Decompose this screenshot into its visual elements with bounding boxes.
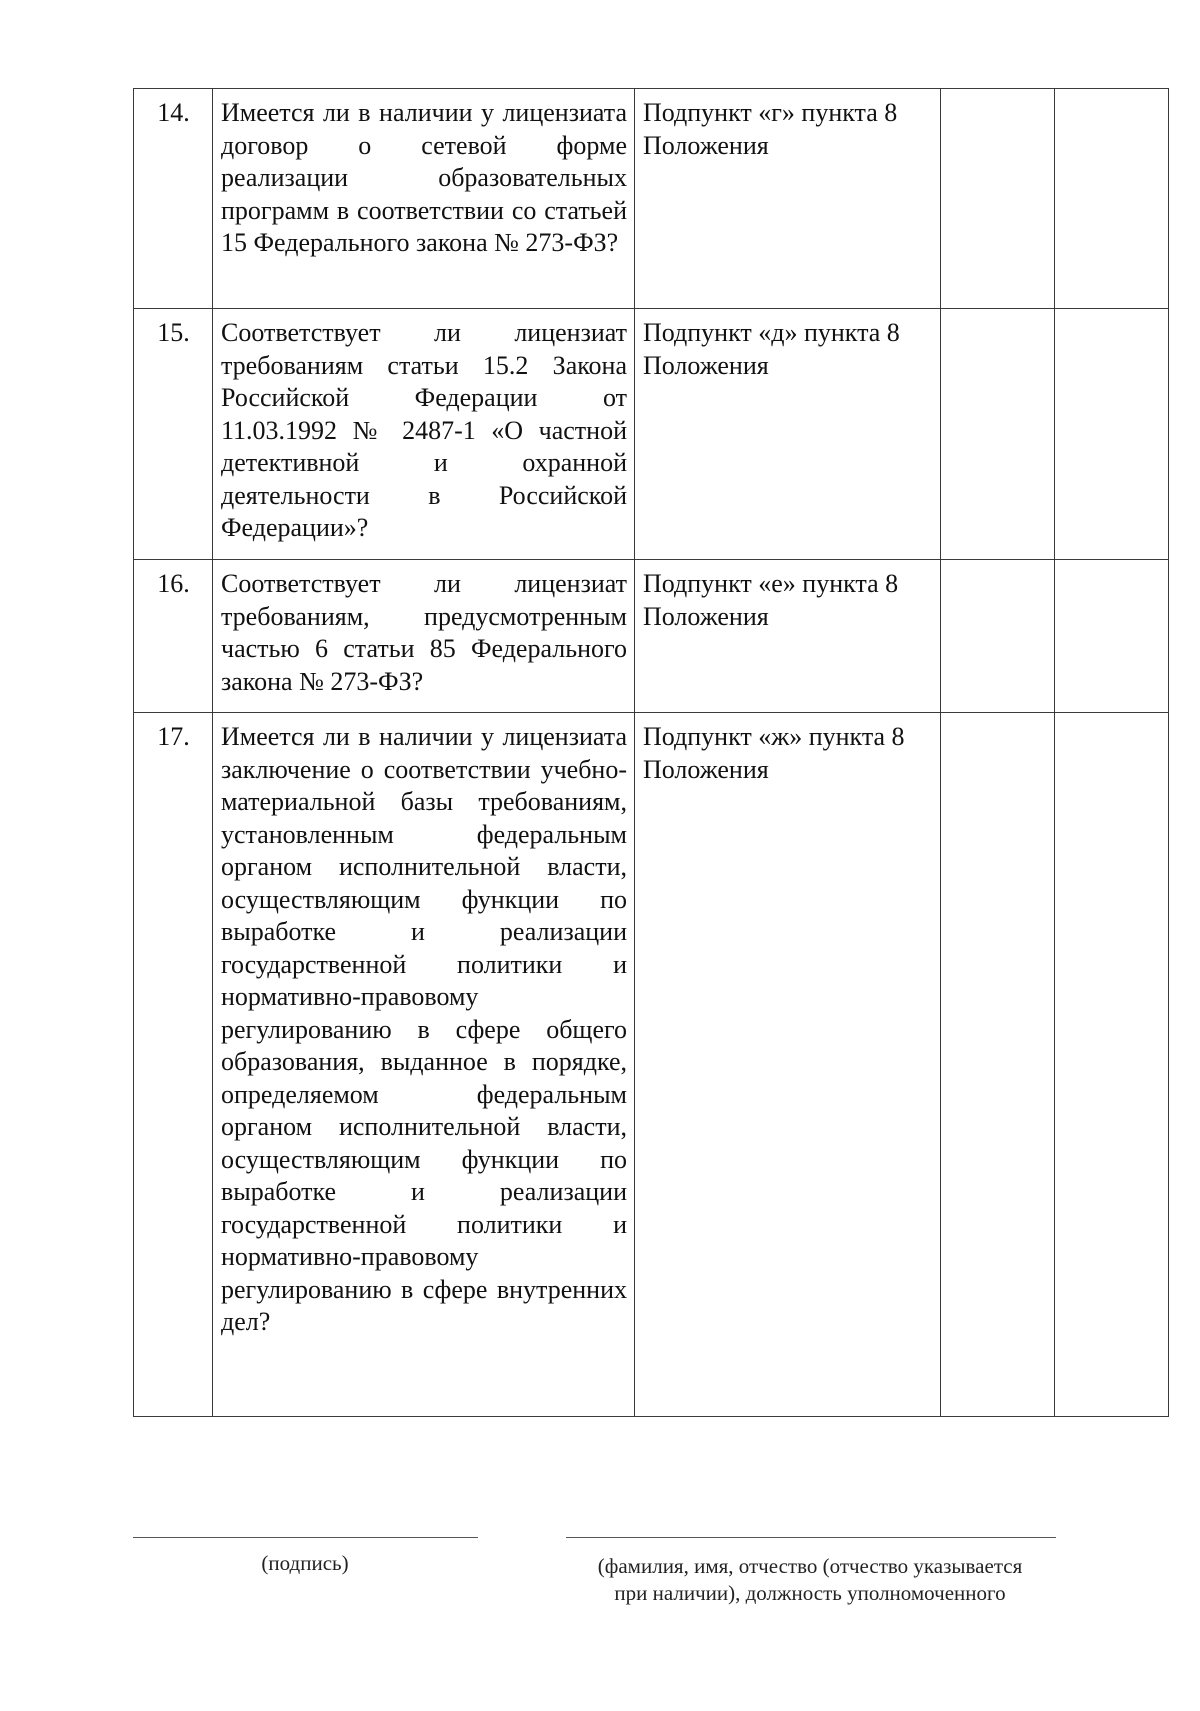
row-number: 15. <box>134 309 213 560</box>
signature-line <box>133 1537 478 1538</box>
row-answer-yes <box>941 89 1055 309</box>
row-reference: Подпункт «г» пункта 8 Положения <box>635 89 941 309</box>
row-number: 16. <box>134 560 213 713</box>
name-caption-line1: (фамилия, имя, отчество (отчество указывается <box>597 1554 1023 1578</box>
table-row <box>134 713 1169 1417</box>
table-row <box>134 309 1169 560</box>
row-reference: Подпункт «е» пункта 8 Положения <box>635 560 941 713</box>
table-row <box>134 560 1169 713</box>
row-answer-yes <box>941 560 1055 713</box>
name-line <box>566 1537 1056 1538</box>
row-number: 14. <box>134 89 213 309</box>
row-number: 17. <box>134 713 213 1417</box>
row-answer-no <box>1055 309 1169 560</box>
table-row <box>134 89 1169 309</box>
name-caption-line2: при наличии), должность уполномоченного <box>614 1581 1006 1605</box>
signature-caption: (подпись) <box>261 1551 349 1575</box>
row-answer-yes <box>941 309 1055 560</box>
row-reference: Подпункт «д» пункта 8 Положения <box>635 309 941 560</box>
checklist-table <box>133 88 1169 1417</box>
row-answer-yes <box>941 713 1055 1417</box>
row-reference: Подпункт «ж» пункта 8 Положения <box>635 713 941 1417</box>
row-answer-no <box>1055 713 1169 1417</box>
row-question: Имеется ли в наличии у лицензиата договор о сетевой форме реализации образовательных программ в соответствии со статьей 15 Федерального закона № 273-ФЗ? <box>213 89 635 309</box>
row-question: Имеется ли в наличии у лицензиата заключение о соответствии учебно-материальной базы требованиям, установленным федеральным органом исполнительной власти, осуществляющим функции по выработке и реализации государственной политики и нормативно-правовому регулированию в сфере общего образования, выданное в порядке, определяемом федеральным органом исполнительной власти, осуществляющим функции по выработке и реализации государственной политики и нормативно-правовому регулированию в сфере внутренних дел? <box>213 713 635 1417</box>
name-caption <box>560 1553 1060 1607</box>
row-question: Соответствует ли лицензиат требованиям, предусмотренным частью 6 статьи 85 Федерального закона № 273-ФЗ? <box>213 560 635 713</box>
row-answer-no <box>1055 560 1169 713</box>
row-answer-no <box>1055 89 1169 309</box>
row-question: Соответствует ли лицензиат требованиям статьи 15.2 Закона Российской Федерации от 11.03.1992 № 2487-1 «О частной детективной и охранной деятельности в Российской Федерации»? <box>213 309 635 560</box>
